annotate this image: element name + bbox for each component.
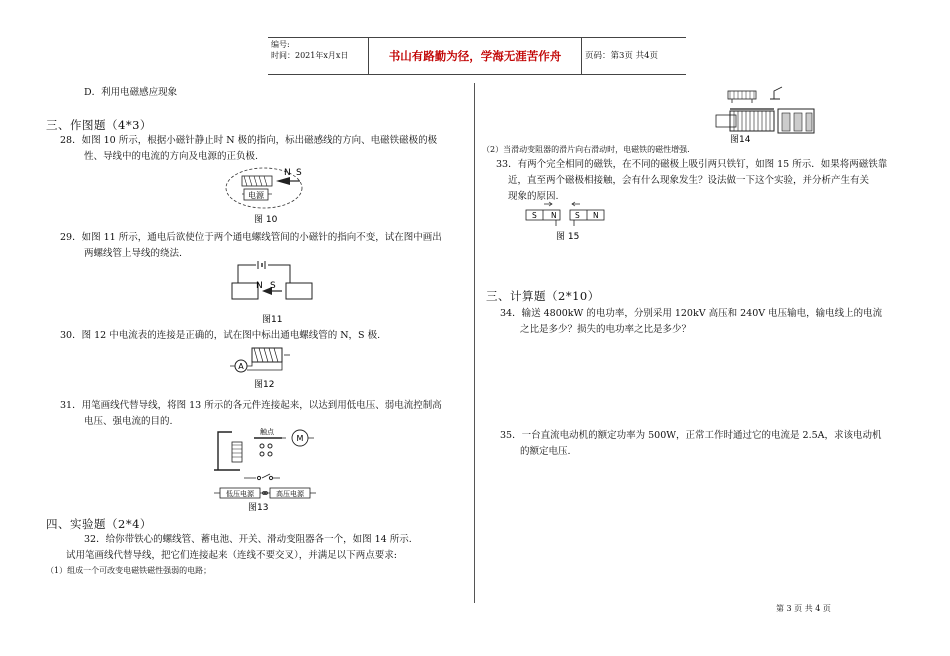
footer-page: 第 3 页 共 4 页 <box>776 604 831 613</box>
figure-11 <box>228 259 324 327</box>
fig15-caption: 图 15 <box>556 232 580 242</box>
q33-line1: 33．有两个完全相同的磁铁，在不同的磁极上吸引两只铁钉，如图 15 所示．如果将两磁铁靠 <box>496 159 888 170</box>
q35-line1: 35．一台直流电动机的额定功率为 500W，正常工作时通过它的电流是 2.5A，求该电动机 <box>500 430 882 441</box>
figure-13 <box>210 426 322 512</box>
figure-15 <box>522 200 610 242</box>
header-meta <box>268 38 369 74</box>
figure-14 <box>712 85 822 143</box>
fig13-low-source: 低压电源 <box>226 490 254 498</box>
q29-line2: 两螺线管上导线的绕法. <box>84 248 183 259</box>
fig13-high-source: 高压电源 <box>276 490 304 498</box>
q34-line2: 之比是多少？损失的电功率之比是多少？ <box>520 324 692 335</box>
q30-line1: 30．图 12 中电流表的连接是正确的，试在图中标出通电螺线管的 N，S 极. <box>60 330 381 341</box>
q35-line2: 的额定电压. <box>520 446 571 457</box>
q32-line2: 试用笔画线代替导线，把它们连接起来（连线不要交叉），并满足以下两点要求: <box>66 550 397 561</box>
figure-10 <box>224 164 314 226</box>
q33-line2: 近，直至两个磁极相接触，会有什么现象发生？设法做一下这个实验，并分析产生有关 <box>508 175 870 186</box>
time-label: 时间：2021年x月x日 <box>271 51 349 60</box>
fig11-n: N <box>256 281 263 291</box>
q28-line1: 28．如图 10 所示，根据小磁针静止时 N 极的指向，标出磁感线的方向、电磁铁磁极的极 <box>60 135 438 146</box>
q29-line1: 29．如图 11 所示，通电后欲使位于两个通电螺线管间的小磁针的指向不变，试在图中画出 <box>60 232 442 243</box>
section3-calc-title: 三、计算题（2*10） <box>486 289 600 303</box>
section3-title: 三、作图题（4*3） <box>46 118 152 132</box>
fig15-n2: N <box>593 211 599 220</box>
column-divider <box>474 83 475 603</box>
fig15-s2: S <box>575 211 580 220</box>
fig11-s: S <box>270 281 276 291</box>
number-label: 编号: <box>271 40 290 49</box>
fig15-s1: S <box>532 211 537 220</box>
fig13-contact-label: 触点 <box>260 428 274 436</box>
q32-req1: （1）组成一个可改变电磁铁磁性强弱的电路； <box>46 566 212 575</box>
q31-line1: 31．用笔画线代替导线，将图 13 所示的各元件连接起来，以达到用低电压、弱电流控制高 <box>60 400 442 411</box>
fig13-caption: 图13 <box>248 503 269 512</box>
header-motto: 书山有路勤为径，学海无涯苦作舟 <box>369 38 582 74</box>
q32-line1: 32．给你带铁心的螺线管、蓄电池、开关、滑动变阻器各一个，如图 14 所示. <box>84 534 412 545</box>
fig10-power-label: 电源 <box>248 191 264 200</box>
figure-12 <box>228 344 298 390</box>
q31-line2: 电压、强电流的目的. <box>84 416 173 427</box>
fig10-n: N <box>284 168 291 178</box>
q32-req2: （2）当滑动变阻器的滑片向右滑动时，电磁铁的磁性增强. <box>482 145 690 154</box>
page-header <box>268 37 686 75</box>
option-d: D．利用电磁感应现象 <box>84 87 178 98</box>
fig11-caption: 图11 <box>262 315 283 325</box>
q33-line3: 现象的原因. <box>508 191 559 202</box>
fig12-caption: 图12 <box>254 380 275 390</box>
fig10-caption: 图 10 <box>254 215 278 225</box>
fig15-n1: N <box>551 211 557 220</box>
header-page-info: 页码：第3页 共4页 <box>585 51 659 61</box>
fig14-caption: 图14 <box>730 135 751 143</box>
fig10-s: S <box>296 168 302 178</box>
fig12-ammeter: A <box>238 362 244 371</box>
q34-line1: 34．输送 4800kW 的电功率，分别采用 120kV 高压和 240V 电压输电，输电线上的电流 <box>500 308 883 319</box>
section4-title: 四、实验题（2*4） <box>46 517 152 531</box>
q28-line2: 性、导线中的电流的方向及电源的正负极. <box>84 151 259 162</box>
fig13-motor: M <box>296 434 304 443</box>
